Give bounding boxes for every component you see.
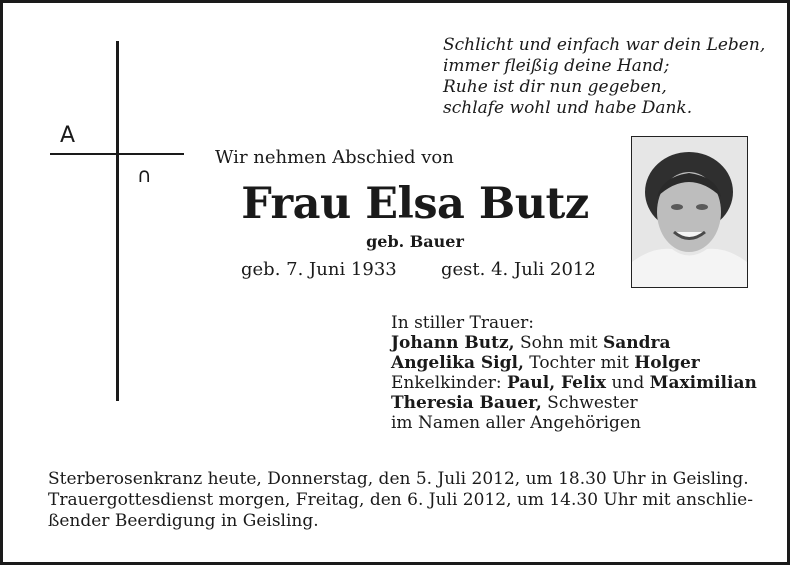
- deceased-name: Frau Elsa Butz: [241, 179, 589, 229]
- mourner-line: [391, 353, 757, 373]
- maiden-name: geb. Bauer: [366, 232, 464, 251]
- birth-date: geb. 7. Juni 1933: [241, 259, 397, 280]
- announcement-line: ßender Beerdigung in Geisling.: [48, 511, 319, 531]
- announcement-line: Sterberosenkranz heute, Donnerstag, den 5. Juli 2012, um 18.30 Uhr in Geisling.: [48, 469, 749, 489]
- portrait-photo: [631, 136, 748, 288]
- mourners-block: [391, 313, 757, 433]
- poem: [443, 35, 773, 119]
- portrait-illustration: [632, 137, 747, 287]
- poem-line: Schlicht und einfach war dein Leben,: [443, 35, 766, 55]
- mourner-line: [391, 393, 757, 413]
- grandchildren-names: Paul, Felix: [507, 373, 607, 393]
- grandchildren-label: Enkelkinder:: [391, 373, 508, 393]
- conjunction: und: [606, 373, 650, 393]
- poem-line: schlafe wohl und habe Dank.: [443, 98, 693, 118]
- cross-vertical-bar: [116, 41, 119, 401]
- alpha-symbol: A: [60, 123, 76, 148]
- intro-text: Wir nehmen Abschied von: [215, 147, 454, 168]
- mourner-partner: Sandra: [602, 333, 671, 353]
- mourners-heading: In stiller Trauer:: [391, 313, 534, 333]
- death-date: gest. 4. Juli 2012: [441, 259, 596, 280]
- grandchild-last: Maximilian: [649, 373, 757, 393]
- mourner-relation: Schwester: [541, 393, 638, 413]
- mourner-name: Theresia Bauer,: [391, 393, 542, 413]
- omega-symbol: ∩: [137, 163, 152, 187]
- poem-line: immer fleißig deine Hand;: [443, 56, 670, 76]
- cross-horizontal-bar: [50, 153, 184, 155]
- mourners-closing: im Namen aller Angehörigen: [391, 413, 641, 433]
- mourner-relation: Sohn mit: [514, 333, 603, 353]
- mourner-relation: Tochter mit: [523, 353, 635, 373]
- mourner-name: Johann Butz,: [391, 333, 515, 353]
- service-announcement: [48, 469, 768, 532]
- mourner-partner: Holger: [634, 353, 700, 373]
- poem-line: Ruhe ist dir nun gegeben,: [443, 77, 667, 97]
- announcement-line: Trauergottesdienst morgen, Freitag, den 6. Juli 2012, um 14.30 Uhr mit anschlie-: [48, 490, 753, 510]
- mourner-line: [391, 333, 757, 353]
- mourner-line: [391, 373, 757, 393]
- mourner-name: Angelika Sigl,: [391, 353, 524, 373]
